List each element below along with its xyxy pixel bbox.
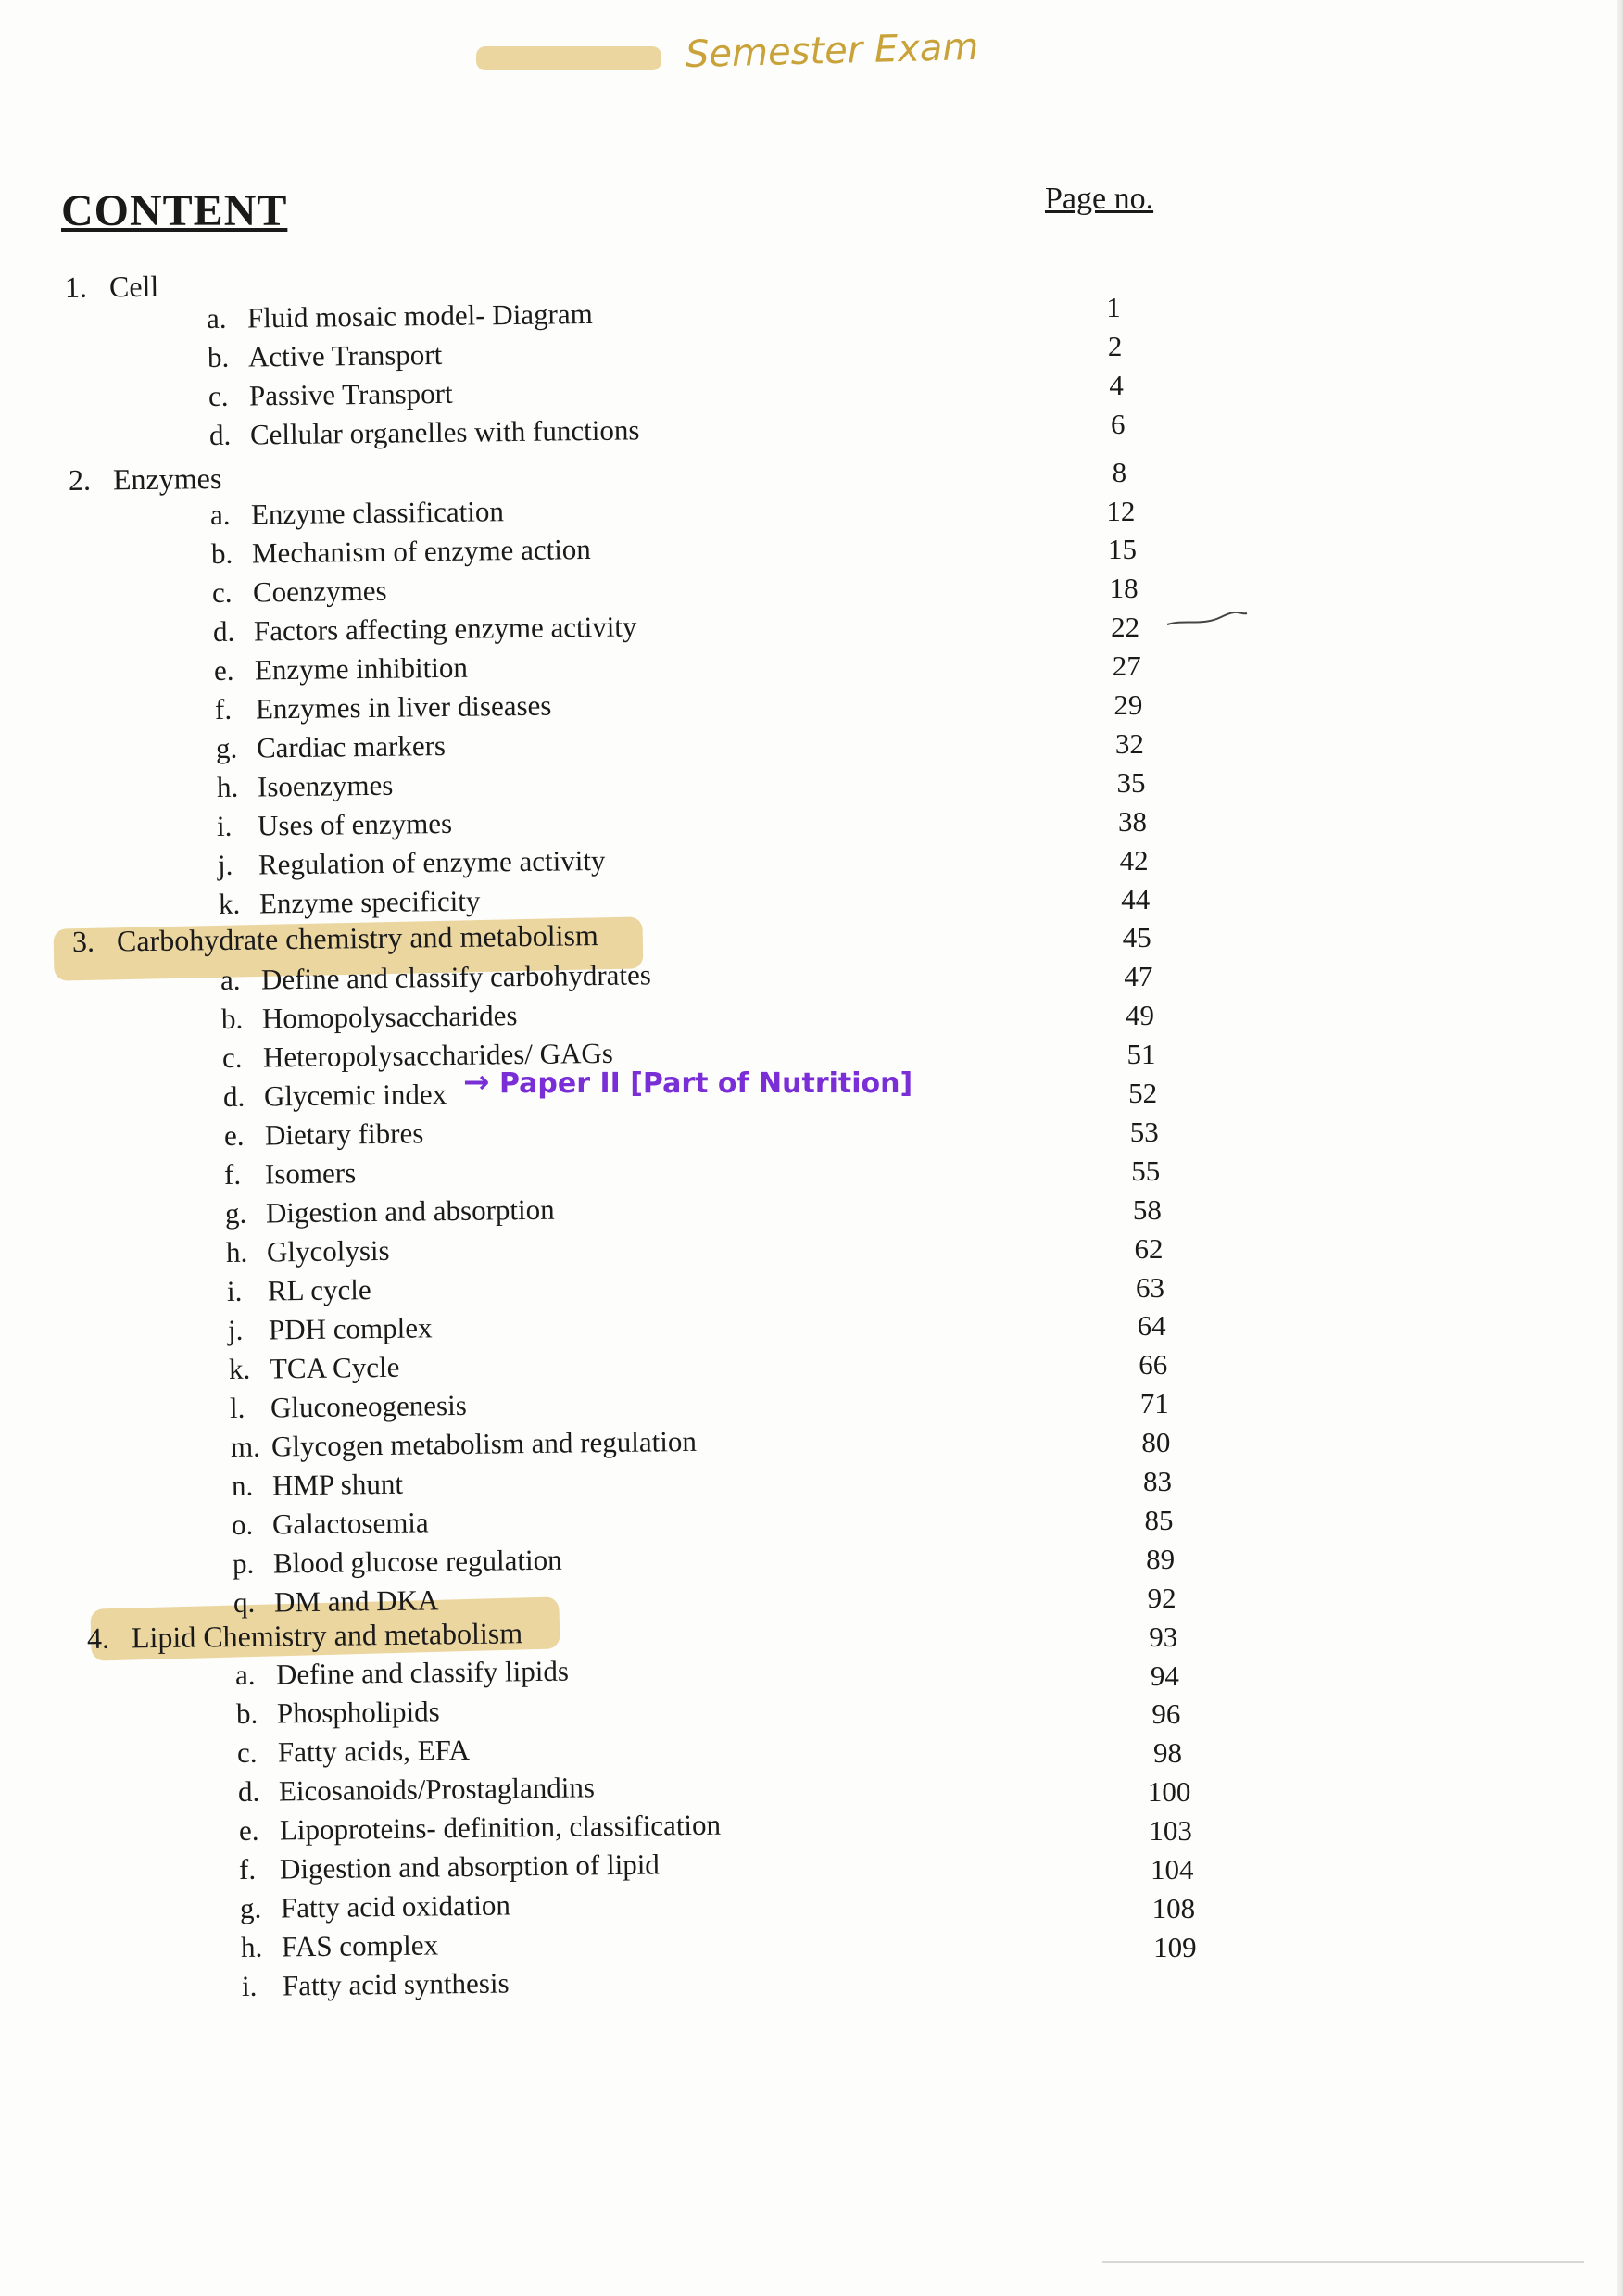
toc-item — [241, 1928, 438, 1964]
toc-label: Factors affecting enzyme activity — [253, 610, 637, 648]
toc-item — [230, 1425, 696, 1464]
toc-marker: e. — [213, 653, 234, 687]
toc-item — [208, 338, 443, 374]
toc-marker: a. — [234, 1658, 256, 1691]
toc-label: Enzyme specificity — [258, 884, 481, 920]
toc-item — [237, 1771, 594, 1809]
toc-marker: j. — [218, 848, 233, 881]
toc-marker: a. — [210, 498, 232, 531]
toc-marker: q. — [233, 1585, 256, 1619]
toc-marker: c. — [211, 575, 233, 609]
toc-label: Fatty acid oxidation — [281, 1888, 511, 1924]
page-number: 12 — [1106, 494, 1136, 527]
toc-item — [208, 377, 452, 413]
toc-marker: b. — [210, 536, 233, 570]
toc-item — [228, 1311, 433, 1347]
page-number: 83 — [1142, 1465, 1172, 1497]
toc-marker: g. — [215, 731, 238, 764]
top-highlight-bar — [476, 46, 661, 70]
toc-label: Galactosemia — [272, 1506, 430, 1541]
toc-item — [229, 1351, 400, 1386]
toc-item — [208, 413, 639, 452]
page-number: 64 — [1137, 1309, 1166, 1343]
page-number: 45 — [1122, 921, 1151, 954]
toc-label: Passive Transport — [248, 376, 453, 412]
toc-marker: d. — [237, 1774, 260, 1808]
toc-marker: l. — [229, 1391, 245, 1424]
toc-item — [217, 807, 452, 843]
toc-marker: d. — [212, 614, 235, 648]
page-number: 38 — [1118, 804, 1148, 838]
toc-marker: c. — [236, 1735, 258, 1769]
toc-label: Define and classify lipids — [275, 1654, 570, 1691]
page-number: 22 — [1111, 611, 1140, 644]
toc-marker: i. — [241, 1969, 258, 2002]
toc-marker: c. — [208, 379, 229, 412]
toc-item — [220, 958, 651, 997]
toc-label: Regulation of enzyme activity — [258, 843, 606, 881]
toc-marker: i. — [217, 809, 233, 842]
page-number: 47 — [1124, 960, 1153, 993]
toc-marker: f. — [239, 1852, 257, 1886]
toc-label: PDH complex — [268, 1311, 433, 1346]
page-number: 2 — [1107, 329, 1123, 362]
toc-item — [213, 610, 637, 649]
page-number: 35 — [1116, 765, 1146, 799]
toc-item — [207, 297, 593, 335]
page-number: 98 — [1153, 1736, 1182, 1770]
toc-label: Lipid Chemistry and metabolism — [131, 1616, 523, 1655]
toc-marker: a. — [206, 301, 227, 334]
toc-label: Gluconeogenesis — [270, 1388, 467, 1424]
toc-item — [215, 689, 552, 726]
toc-marker: h. — [216, 770, 239, 803]
toc-marker: a. — [220, 963, 241, 996]
toc-label: HMP shunt — [271, 1467, 403, 1502]
toc-item — [214, 651, 468, 688]
toc-label: Fatty acid synthesis — [282, 1966, 510, 2002]
page-number: 27 — [1112, 650, 1141, 683]
page-number: 53 — [1129, 1115, 1159, 1148]
toc-item — [237, 1734, 470, 1770]
toc-label: TCA Cycle — [269, 1350, 400, 1385]
page-number: 15 — [1107, 533, 1137, 566]
scan-edge-line — [1102, 2261, 1584, 2263]
toc-item — [221, 999, 518, 1036]
toc-item — [231, 1468, 402, 1503]
toc-marker: o. — [232, 1508, 254, 1541]
toc-marker: 3. — [71, 924, 95, 958]
toc-marker: g. — [240, 1891, 262, 1924]
page-number: 66 — [1139, 1348, 1168, 1381]
toc-label: Isomers — [265, 1156, 357, 1191]
page-number: 32 — [1114, 726, 1144, 760]
page-number: 93 — [1149, 1620, 1178, 1653]
toc-item — [225, 1193, 555, 1230]
toc-item — [215, 729, 445, 765]
toc-marker: k. — [218, 887, 241, 920]
toc-item — [210, 495, 504, 532]
toc-marker: e. — [223, 1118, 245, 1152]
toc-marker: b. — [235, 1697, 258, 1730]
toc-label: Glycemic index — [263, 1078, 447, 1113]
toc-label: Enzymes — [112, 460, 222, 497]
toc-marker: i. — [226, 1274, 243, 1307]
toc-label: Define and classify carbohydrates — [260, 958, 652, 996]
toc-label: Phospholipids — [276, 1695, 440, 1730]
toc-item — [216, 769, 393, 804]
toc-label: Fluid mosaic model- Diagram — [246, 296, 593, 334]
page-number: 100 — [1147, 1775, 1191, 1809]
page-number: 94 — [1150, 1659, 1179, 1692]
toc-marker: d. — [208, 418, 232, 451]
toc-label: Mechanism of enzyme action — [251, 532, 592, 570]
page-number: 6 — [1110, 407, 1126, 440]
toc-label: Glycogen metabolism and regulation — [270, 1424, 697, 1463]
page-number: 63 — [1136, 1270, 1165, 1304]
toc-label: Enzyme classification — [251, 495, 505, 531]
toc-item — [227, 1273, 371, 1308]
toc-marker: e. — [238, 1813, 259, 1847]
toc-label: Blood glucose regulation — [273, 1543, 563, 1580]
toc-marker: c. — [221, 1041, 243, 1074]
page-number: 80 — [1141, 1426, 1171, 1459]
handwritten-header-note: Semester Exam — [685, 25, 979, 77]
page-number-heading: Page no. — [1045, 182, 1154, 216]
page-title: CONTENT — [61, 186, 288, 235]
page-number: 51 — [1126, 1038, 1156, 1071]
toc-label: Fatty acids, EFA — [277, 1733, 470, 1769]
toc-item — [239, 1848, 660, 1886]
toc-section — [87, 1616, 523, 1656]
page-number: 104 — [1151, 1853, 1194, 1886]
toc-label: Homopolysaccharides — [261, 999, 518, 1035]
toc-label: Enzymes in liver diseases — [255, 688, 552, 725]
toc-item — [219, 885, 481, 921]
toc-item — [236, 1695, 440, 1731]
toc-item — [222, 1078, 447, 1114]
toc-marker: k. — [228, 1352, 251, 1385]
toc-label: Active Transport — [247, 337, 443, 373]
toc-label: Heteropolysaccharides/ GAGs — [262, 1036, 613, 1074]
toc-label: Isoenzymes — [257, 768, 394, 803]
toc-marker: 4. — [86, 1621, 110, 1655]
toc-section — [65, 270, 159, 305]
page-number: 109 — [1153, 1930, 1197, 1963]
arrow-icon: → — [463, 1064, 490, 1101]
page-number: 103 — [1149, 1814, 1192, 1848]
toc-item — [226, 1234, 390, 1269]
toc-item — [242, 1966, 510, 2003]
toc-item — [240, 1888, 510, 1925]
toc-label: DM and DKA — [273, 1583, 439, 1619]
toc-label: Lipoproteins- definition, classification — [279, 1808, 721, 1847]
toc-label: Eicosanoids/Prostaglandins — [278, 1771, 595, 1808]
page-number: 1 — [1106, 291, 1121, 323]
page-number: 71 — [1139, 1387, 1169, 1420]
toc-label: Enzyme inhibition — [254, 650, 468, 687]
toc-marker: 1. — [64, 270, 88, 304]
toc-label: Uses of enzymes — [258, 806, 453, 842]
toc-item — [211, 533, 591, 571]
page-number: 92 — [1147, 1581, 1176, 1614]
toc-label: FAS complex — [281, 1928, 439, 1963]
page-number: 42 — [1119, 843, 1149, 877]
page-number: 55 — [1131, 1154, 1161, 1187]
toc-marker: n. — [231, 1469, 254, 1502]
toc-marker: f. — [214, 692, 233, 725]
toc-item — [218, 844, 606, 882]
annotation-text: Paper II [Part of Nutrition] — [498, 1067, 913, 1100]
toc-section — [72, 918, 598, 959]
toc-item — [223, 1116, 423, 1153]
page-number: 29 — [1113, 688, 1143, 721]
page-number: 18 — [1109, 572, 1139, 605]
toc-marker: p. — [233, 1546, 255, 1580]
toc-label: Cardiac markers — [256, 728, 446, 764]
page-number: 8 — [1112, 455, 1127, 488]
pen-scribble-mark — [1165, 612, 1249, 630]
page-number: 4 — [1109, 368, 1124, 401]
toc-item — [238, 1809, 720, 1848]
toc-item — [235, 1655, 569, 1692]
page-number: 85 — [1144, 1503, 1174, 1536]
page-edge — [1617, 0, 1623, 2296]
toc-marker: 2. — [68, 462, 92, 497]
toc-marker: b. — [207, 340, 230, 373]
toc-marker: h. — [225, 1235, 248, 1268]
toc-item — [212, 574, 387, 610]
page-number: 49 — [1125, 999, 1154, 1032]
handwritten-annotation — [463, 1064, 912, 1101]
toc-label: Coenzymes — [252, 574, 387, 609]
toc-label: Dietary fibres — [264, 1116, 424, 1152]
page-number: 58 — [1132, 1192, 1162, 1226]
page-number: 44 — [1121, 882, 1151, 915]
toc-marker: f. — [224, 1157, 242, 1191]
toc-item — [233, 1583, 439, 1620]
toc-item — [224, 1156, 357, 1192]
toc-marker: d. — [222, 1079, 245, 1113]
toc-label: Digestion and absorption — [266, 1192, 556, 1230]
toc-item — [230, 1389, 467, 1425]
toc-label: Carbohydrate chemistry and metabolism — [116, 918, 599, 958]
toc-label: RL cycle — [267, 1273, 371, 1307]
toc-label: Digestion and absorption of lipid — [280, 1848, 661, 1886]
toc-marker: b. — [220, 1002, 244, 1035]
toc-label: Glycolysis — [266, 1233, 391, 1268]
toc-label: Cell — [108, 269, 159, 304]
toc-item — [233, 1544, 562, 1581]
toc-marker: m. — [230, 1430, 260, 1463]
page-number: 52 — [1128, 1077, 1158, 1109]
toc-marker: j. — [227, 1313, 244, 1346]
page-number: 62 — [1134, 1231, 1164, 1265]
page-number: 96 — [1151, 1697, 1181, 1731]
toc-marker: g. — [225, 1196, 247, 1230]
toc-marker: h. — [240, 1930, 263, 1963]
page-number: 108 — [1151, 1891, 1196, 1924]
toc-item — [232, 1506, 429, 1542]
toc-section — [69, 461, 222, 498]
toc-label: Cellular organelles with functions — [249, 413, 640, 451]
page-number: 89 — [1146, 1542, 1176, 1575]
